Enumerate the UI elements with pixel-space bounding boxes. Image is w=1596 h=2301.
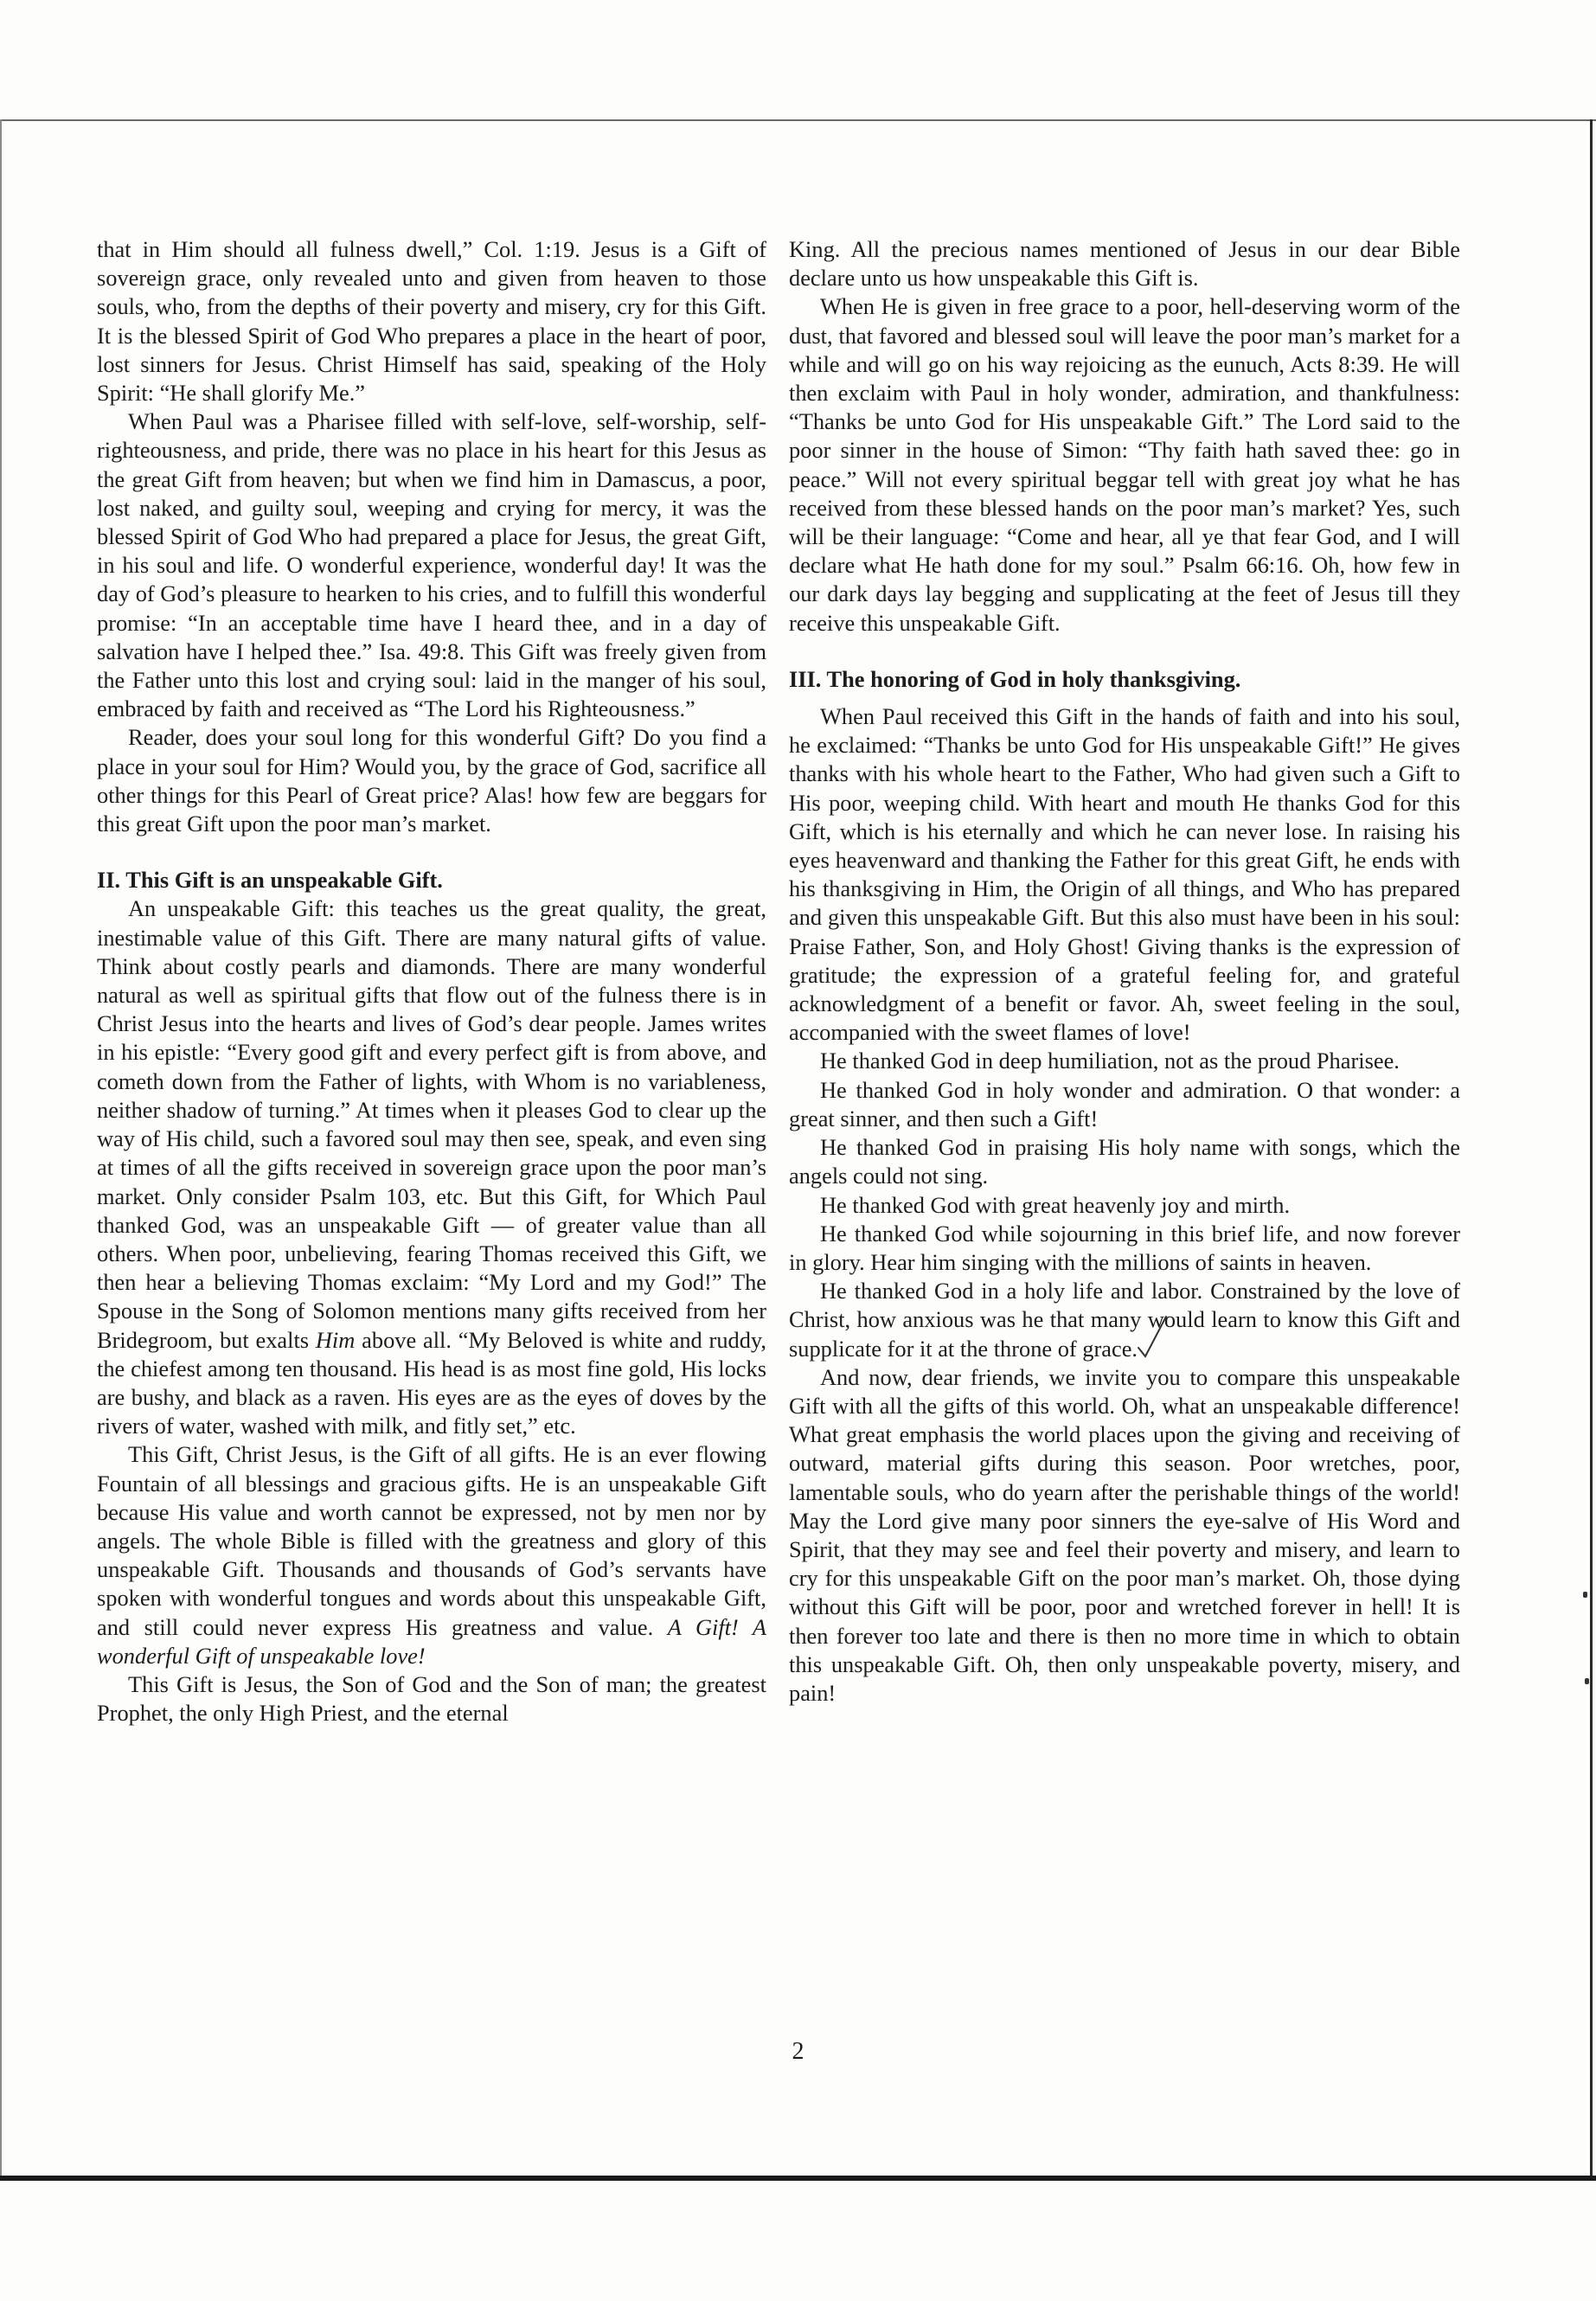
paragraph: When He is given in free grace to a poor, hell-deserving worm of the dust, that favored and blessed soul will leave the poor man’s market for a while and will go on his way rejoicing as the eunuch, Acts 8:39. He will then exclaim with Paul in holy wonder, admiration, and thankfulness: “Thanks be unto God for His unspeakable Gift.” The Lord said to the poor sinner in the house of Simon: “Thy faith hath saved thee: go in peace.” Will not every spiritual beggar tell with great joy what he has received from these blessed hands on the poor man’s market? Yes, such will be their language: “Come and hear, all ye that fear God, and I will declare what He hath done for my soul.” Psalm 66:16. Oh, how few in our dark days lay begging and supplicating at the feet of Jesus till they receive this unspeakable Gift. bbox=[789, 293, 1460, 636]
paragraph: He thanked God with great heavenly joy and mirth. bbox=[820, 1191, 1291, 1218]
paragraph: When Paul received this Gift in the hands of faith and into his soul, he exclaimed: “Thanks be unto God for His unspeakable Gift!” He gives thanks with his whole heart to the Father, Who had given such a Gift to His poor, weeping child. With heart and mouth He thanks God for this Gift, which is his eternally and which he can never lose. In raising his eyes heavenward and thanking the Father for this great Gift, he ends with his thanksgiving in Him, the Origin of all things, and Who has prepared and given this unspeakable Gift. But this also must have been in his soul: Praise Father, Son, and Holy Ghost! Giving thanks is the expression of gratitude; the expression of a grateful feeling for, and grateful acknowledgment of a benefit or favor. Ah, sweet feeling in the soul, accompanied with the sweet flames of love! bbox=[789, 703, 1460, 1046]
section-heading-3: III. The honoring of God in holy thanksgiving. bbox=[789, 665, 1241, 692]
left-column bbox=[97, 235, 766, 1727]
paragraph: King. All the precious names mentioned of Jesus in our dear Bible declare unto us how unspeakable this Gift is. bbox=[789, 236, 1460, 292]
scan-speck bbox=[1583, 1592, 1587, 1598]
emphasis-text: A Gift! A wonderful Gift of unspeakable love! bbox=[97, 1613, 766, 1669]
paragraph: He thanked God in praising His holy name with songs, which the angels could not sing. bbox=[789, 1134, 1460, 1189]
paragraph: He thanked God while sojourning in this brief life, and now forever in glory. Hear him singing with the millions of saints in heaven. bbox=[789, 1220, 1460, 1275]
scan-edge-bottom bbox=[0, 2176, 1596, 2181]
scan-edge-top bbox=[0, 119, 1596, 121]
paragraph bbox=[97, 894, 766, 1440]
paragraph: Reader, does your soul long for this wonderful Gift? Do you find a place in your soul for Him? Would you, by the grace of God, sacrifice all other things for this Pearl of Great price? Alas! how few are beggars for this great Gift upon the poor man’s market. bbox=[97, 724, 766, 837]
scan-edge-left bbox=[0, 119, 2, 2178]
paragraph: He thanked God in a holy life and labor. Constrained by the love of Christ, how anxious was he that many would learn to know this Gift and supplicate for it at the throne of grace. bbox=[789, 1278, 1460, 1362]
scan-speck bbox=[1585, 1678, 1589, 1684]
paragraph-text: An unspeakable Gift: this teaches us the great quality, the great, inestimable value of this Gift. There are many natural gifts of value. Think about costly pearls and diamonds. There are many wonderful natural as well as spiritual gifts that flow out of the fulness there is in Christ Jesus into the hearts and lives of God’s dear people. James writes in his epistle: “Every good gift and every perfect gift is from above, and cometh down from the Father of lights, with Whom is no variableness, neither shadow of turning.” At times when it pleases God to clear up the way of His child, such a favored soul may then see, speak, and even sing at times of all the gifts received in sovereign grace upon the poor man’s market. Only consider Psalm 103, etc. But this Gift, for Which Paul thanked God, was an unspeakable Gift — of greater value than all others. When poor, unbelieving, fearing Thomas received this Gift, we then hear a believing Thomas exclaim: “My Lord and my God!” The Spouse in the Song of Solomon mentions many gifts received from her Bridegroom, but exalts bbox=[97, 895, 766, 1353]
paragraph: He thanked God in holy wonder and admiration. O that wonder: a great sinner, and then such a Gift! bbox=[789, 1076, 1460, 1131]
handwritten-check-mark bbox=[1137, 1313, 1168, 1360]
paragraph: This Gift is Jesus, the Son of God and the Son of man; the greatest Prophet, the only High Priest, and the eternal bbox=[97, 1670, 766, 1727]
paragraph-text: This Gift, Christ Jesus, is the Gift of all gifts. He is an ever flowing Fountain of all blessings and gracious gifts. He is an unspeakable Gift because His value and worth cannot be expressed, not by men nor by angels. The whole Bible is filled with the greatness and glory of this unspeakable Gift. Thousands and thousands of God’s servants have spoken with wonderful tongues and words about this unspeakable Gift, and still could never express His greatness and value. bbox=[97, 1441, 766, 1640]
right-column bbox=[789, 235, 1460, 1708]
paragraph: He thanked God in deep humiliation, not as the proud Pharisee. bbox=[820, 1048, 1400, 1074]
scan-edge-right bbox=[1590, 119, 1593, 2178]
paragraph: When Paul was a Pharisee filled with self-love, self-worship, self-righteousness, and pride, there was no place in his heart for this Jesus as the great Gift from heaven; but when we find him in Damascus, a poor, lost naked, and guilty soul, weeping and crying for mercy, it was the blessed Spirit of God Who had prepared a place for Jesus, the great Gift, in his soul and life. O wonderful experience, wonderful day! It was the day of God’s pleasure to hearken to his cries, and to fulfill this wonderful promise: “In an acceptable time have I heard thee, and in a day of salvation have I helped thee.” Isa. 49:8. This Gift was freely given from the Father unto this lost and crying soul: laid in the manger of his soul, embraced by faith and received as “The Lord his Righteousness.” bbox=[97, 408, 766, 722]
paragraph: And now, dear friends, we invite you to compare this unspeakable Gift with all the gifts of this world. Oh, what an unspeakable difference! What great emphasis the world places upon the giving and receiving of outward, material gifts during this season. Poor wretches, poor, lamentable souls, who do yearn after the perishable things of the world! May the Lord give many poor sinners the eye-salve of His Word and Spirit, that they may see and feel their poverty and misery, and learn to cry for this unspeakable Gift on the poor man’s market. Oh, those dying without this Gift will be poor, poor and wretched forever in hell! It is then forever too late and there is then no more time in which to obtain this unspeakable Gift. Oh, then only unspeakable poverty, misery, and pain! bbox=[789, 1363, 1460, 1706]
section-heading-2: II. This Gift is an unspeakable Gift. bbox=[97, 867, 443, 894]
emphasis-text: Him bbox=[315, 1326, 356, 1353]
paragraph-text: above all. “My Beloved is white and ruddy, the chiefest among ten thousand. His head is as most fine gold, His locks are bushy, and black as a raven. His eyes are as the eyes of doves by the rivers of water, washed with milk, and fitly set,” etc. bbox=[97, 1326, 766, 1439]
paragraph: that in Him should all fulness dwell,” Col. 1:19. Jesus is a Gift of sovereign grace, only revealed unto and given from heaven to those souls, who, from the depths of their poverty and misery, cry for this Gift. It is the blessed Spirit of God Who prepares a place in the heart of poor, lost sinners for Jesus. Christ Himself has said, speaking of the Holy Spirit: “He shall glorify Me.” bbox=[97, 236, 766, 407]
page-number: 2 bbox=[792, 2038, 804, 2065]
paragraph bbox=[97, 1440, 766, 1670]
